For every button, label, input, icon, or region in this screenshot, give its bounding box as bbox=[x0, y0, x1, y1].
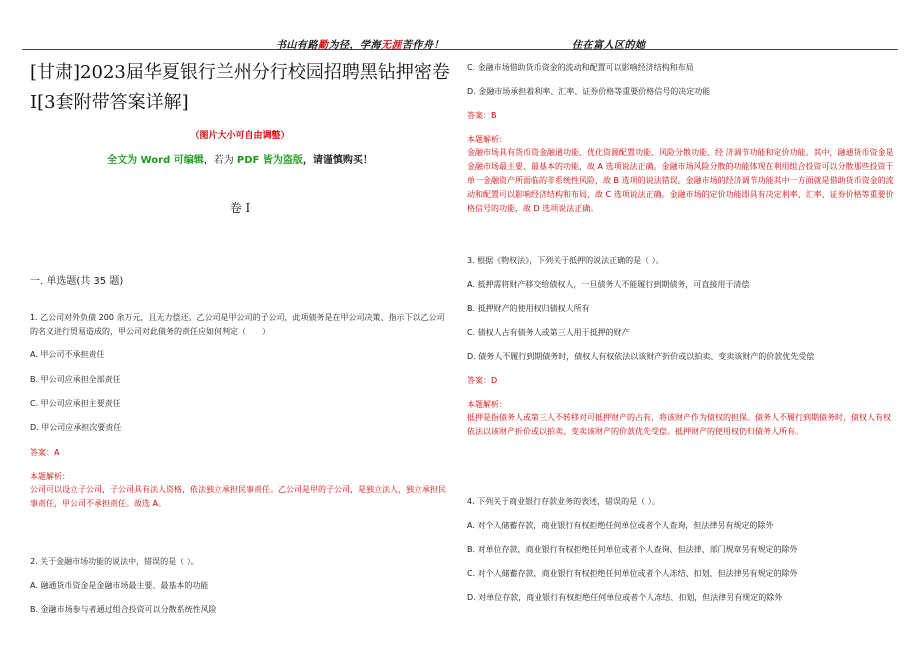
explanation-title: 本题解析： bbox=[467, 400, 507, 409]
option: B. 对单位存款，商业银行有权拒绝任何单位或者个人查询，但法律、部门规章另有规定的除外 bbox=[467, 545, 798, 554]
question-1: 1. 乙公司对外负债 200 余万元，且无力偿还。乙公司是甲公司的子公司，此项债务是在甲公司决策、指示下以乙公司的名义进行贸易造成的，甲公司对此债务的责任应如何判定（ ） bbox=[30, 313, 445, 336]
document-title: [甘肃]2023届华夏银行兰州分行校园招聘黑钻押密卷I[3套附带答案详解] bbox=[30, 62, 450, 113]
option: D. 对单位存款，商业银行有权拒绝任何单位或者个人冻结、扣划，但法律另有规定的除外 bbox=[467, 593, 783, 602]
option: A. 对个人储蓄存款，商业银行有权拒绝任何单位或者个人查询，但法律另有规定的除外 bbox=[467, 521, 774, 530]
motto-part-highlight: 勤 bbox=[318, 40, 329, 51]
image-note: （图片大小可自由调整） bbox=[190, 131, 290, 141]
motto-part: 苦作舟！ bbox=[402, 40, 444, 51]
option: C. 甲公司应承担主要责任 bbox=[30, 399, 121, 408]
option: D. 债务人不履行到期债务时，债权人有权依法以该财产折价或以拍卖、变卖该财产的价款优先受偿 bbox=[467, 352, 815, 361]
explanation-title: 本题解析： bbox=[30, 472, 70, 481]
word-note-text: ，若为 bbox=[203, 155, 234, 166]
option: B. 金融市场参与者通过组合投资可以分散系统性风险 bbox=[30, 605, 217, 614]
motto-part: 为径，学海 bbox=[328, 40, 381, 51]
header-author: 住在富人区的她 bbox=[572, 40, 646, 51]
option: A. 甲公司不承担责任 bbox=[30, 350, 105, 359]
question-4: 4. 下列关于商业银行存款业务的表述，错误的是（ ）。 bbox=[467, 497, 660, 506]
word-note-editable: 全文为 Word 可编辑 bbox=[107, 155, 204, 166]
section-heading: 一. 单选题(共 35 题) bbox=[30, 276, 124, 287]
motto-part-highlight: 无涯 bbox=[381, 40, 402, 51]
motto-part: 书山有路 bbox=[276, 40, 318, 51]
option: B. 甲公司应承担全部责任 bbox=[30, 375, 121, 384]
option: A. 融通货币资金是金融市场最主要、最基本的功能 bbox=[30, 581, 209, 590]
explanation-title: 本题解析： bbox=[467, 135, 507, 144]
explanation: 金融市场具有货币资金融通功能、优化资源配置功能、风险分散功能、经 济调节功能和定价功能。其中，融通货币资金是金融市场最主要、最基本的功能，故 A 选项说法正确。金融市场风险分散的功能体现在利用组合投资可以分散那些投资于单一金融资产所面临的非系统性风险，故 B 选项的说法错误。金融市场的经济调节功能其中一方面就是借助货币资金的流动和配置可以影响经济结构和布局，故 C 选项说法正确。金融市场的定价功能即具有决定利率、汇率、证券价格等重要价格信号的功能，故 D 选项说法正确。 bbox=[467, 148, 894, 213]
right-column bbox=[467, 0, 895, 651]
answer: 答案：A bbox=[30, 448, 60, 457]
explanation: 公司可以设立子公司，子公司具有法人资格，依法独立承担民事责任。乙公司是甲的子公司，是独立法人，独立承担民事责任，甲公司不承担责任。故选 A。 bbox=[30, 485, 446, 508]
question-3: 3. 根据《物权法》，下列关于抵押的说法正确的是（ ）。 bbox=[467, 256, 664, 265]
option: D. 甲公司应承担次要责任 bbox=[30, 423, 122, 432]
volume-heading: 卷 I bbox=[229, 201, 251, 215]
option: C. 对个人储蓄存款，商业银行有权拒绝任何单位或者个人冻结、扣划，但法律另有规定的除外 bbox=[467, 569, 798, 578]
answer: 答案：B bbox=[467, 111, 497, 120]
word-note-pdf: PDF 皆为盗版 bbox=[236, 155, 303, 166]
question-2: 2. 关于金融市场功能的说法中，错误的是（ ）。 bbox=[30, 557, 199, 566]
option: C. 债权人占有债务人或第三人用于抵押的财产 bbox=[467, 328, 630, 337]
left-column bbox=[30, 0, 450, 651]
option: D. 金融市场承担着利率、汇率、证券价格等重要价格信号的决定功能 bbox=[467, 87, 711, 96]
option: B. 抵押财产的使用权归债权人所有 bbox=[467, 304, 590, 313]
option: A. 抵押需将财产移交给债权人，一旦债务人不能履行到期债务，可直接用于清偿 bbox=[467, 280, 750, 289]
answer: 答案：D bbox=[467, 376, 498, 385]
word-note-warning: ，请谨慎购买！ bbox=[302, 155, 373, 166]
option: C. 金融市场借助货币资金的流动和配置可以影响经济结构和布局 bbox=[467, 63, 694, 72]
explanation: 抵押是指债务人或第三人不转移对可抵押财产的占有，将该财产作为债权的担保。债务人不履行到期债务时，债权人有权依法以该财产折价或以拍卖、变卖该财产的价款优先受偿。抵押财产的使用权仍归债务人所有。 bbox=[467, 413, 891, 436]
